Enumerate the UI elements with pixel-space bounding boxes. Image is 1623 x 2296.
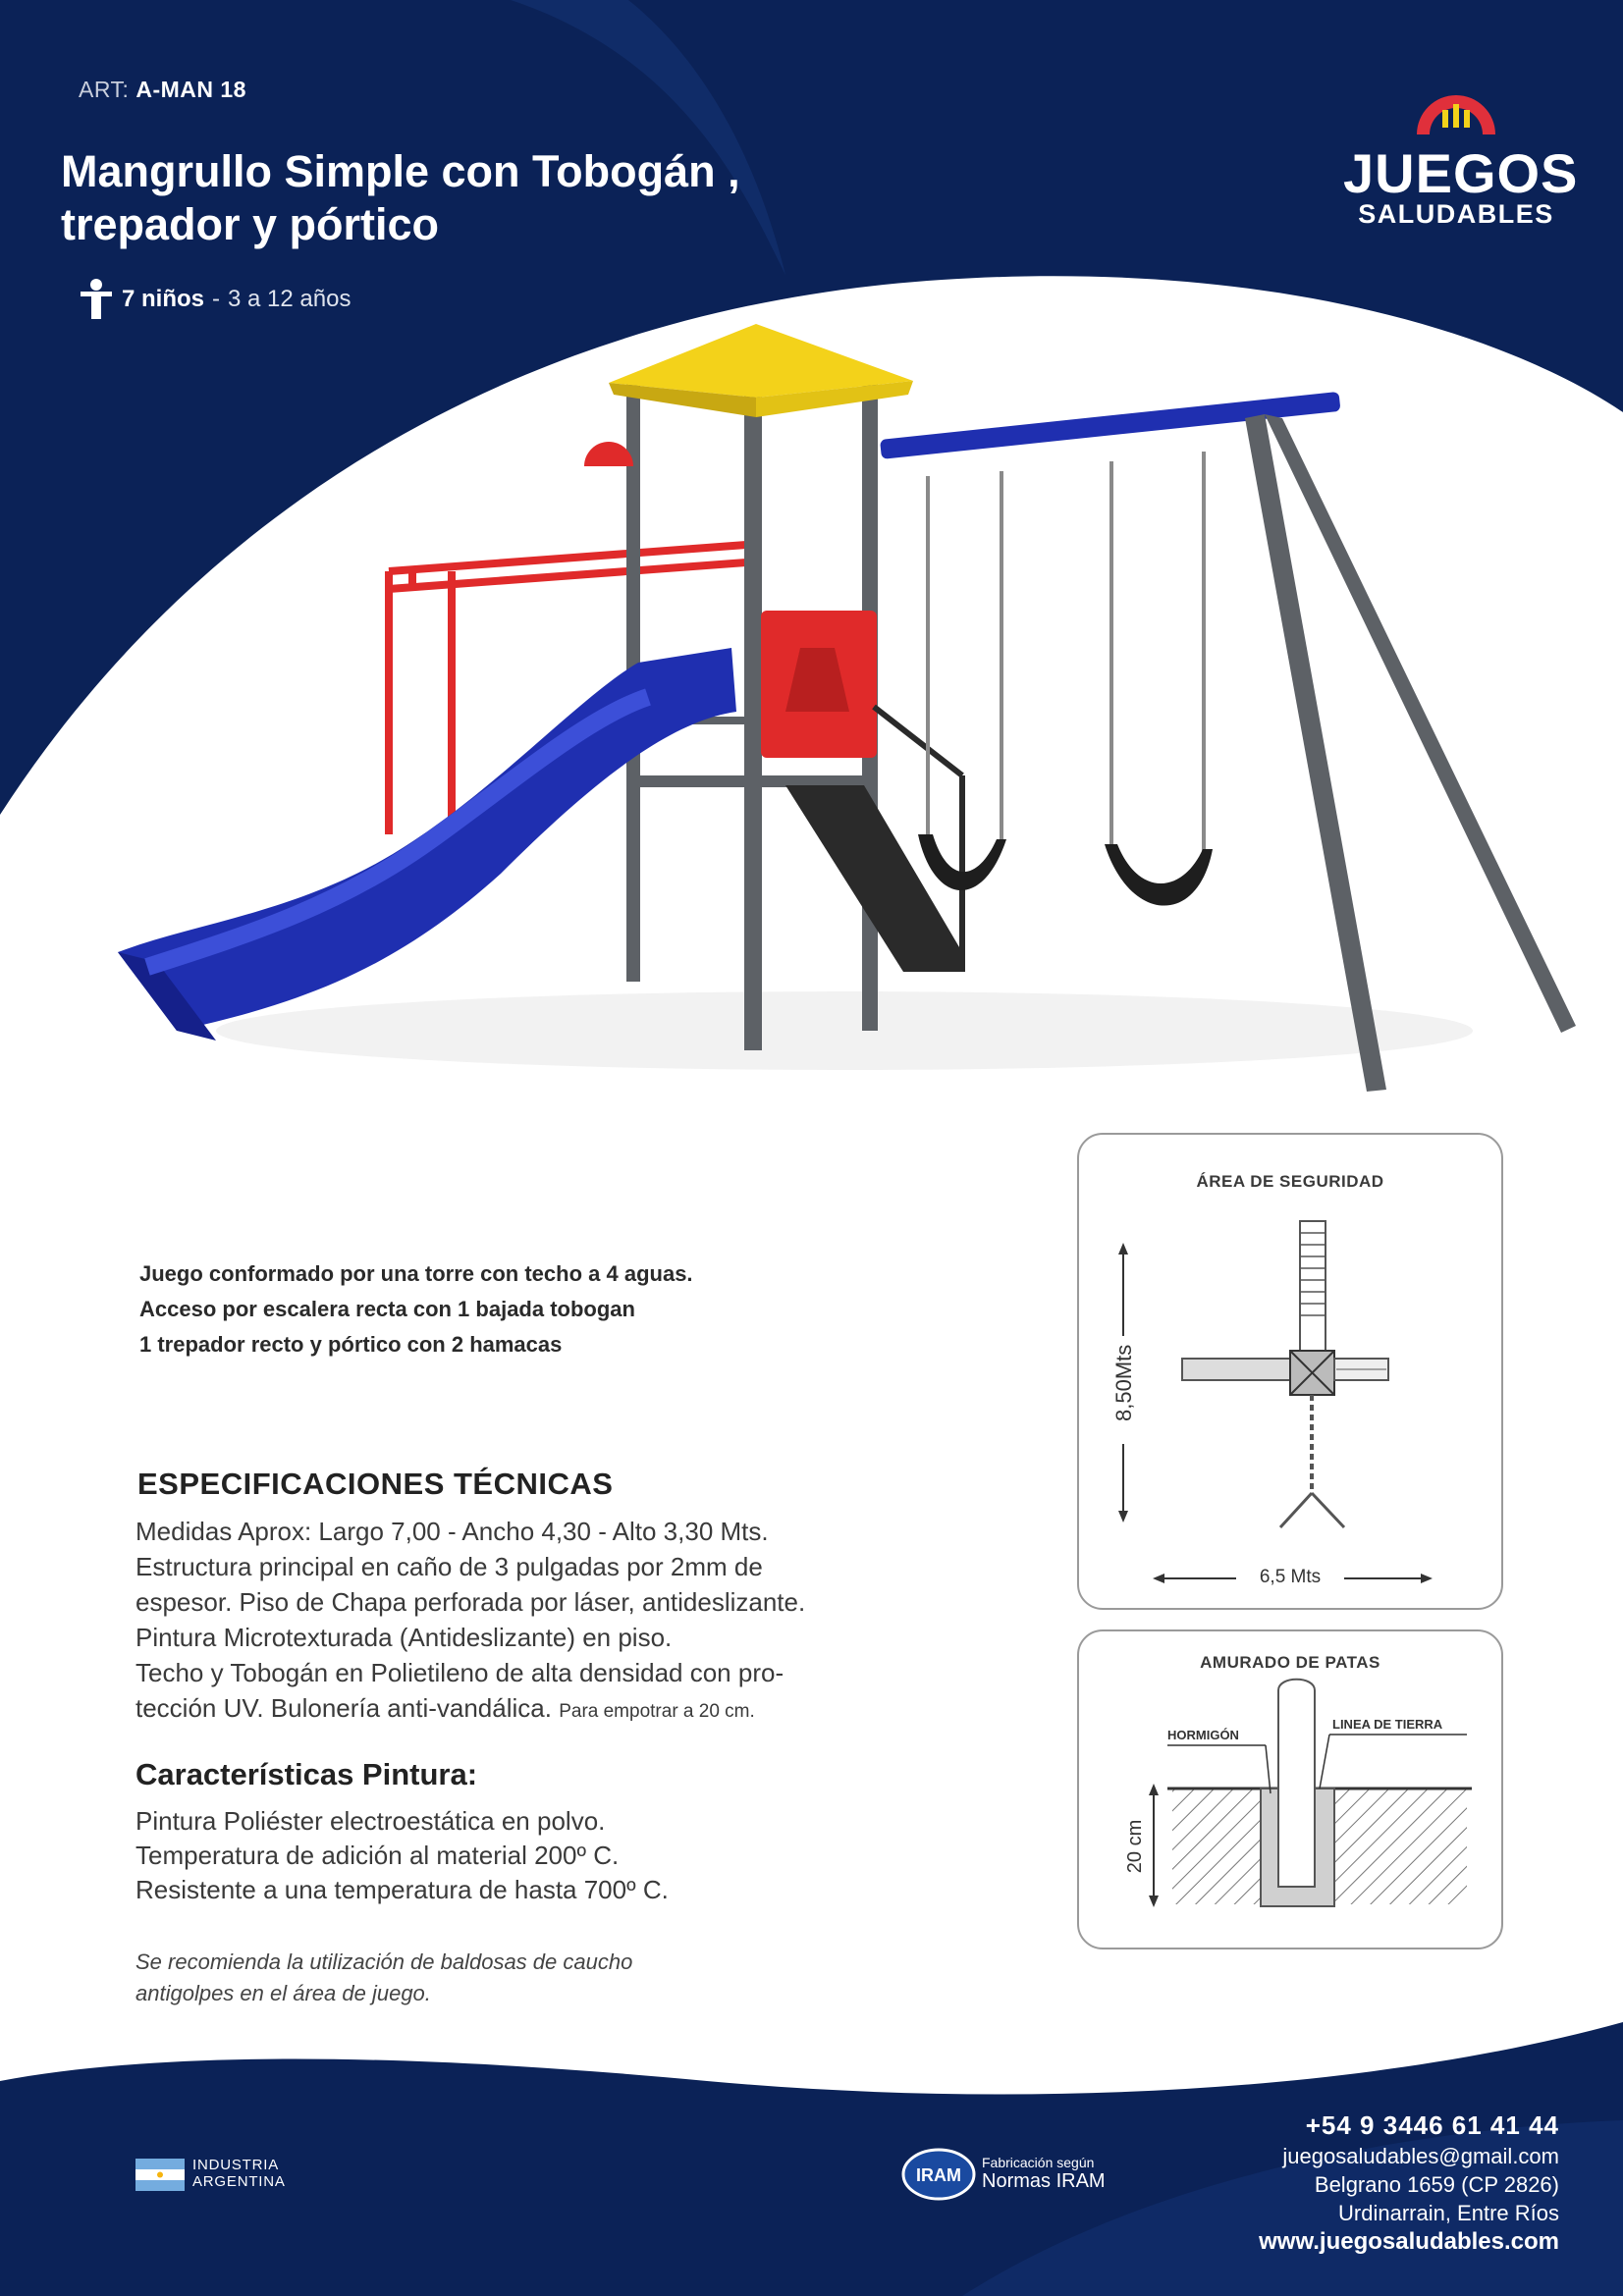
iram-icon	[901, 2148, 976, 2201]
brand-name: JUEGOS	[1343, 142, 1579, 204]
page-title: Mangrullo Simple con Tobogán , trepador y pórtico	[61, 146, 740, 249]
brand-logo-arch	[1343, 71, 1569, 139]
paint-heading: Características Pintura:	[135, 1757, 478, 1791]
iram-certification: Fabricación según Normas IRAM	[982, 2155, 1106, 2192]
contact-phone[interactable]: +54 9 3446 61 41 44	[1305, 2110, 1559, 2140]
contact-website[interactable]: www.juegosaludables.com	[1259, 2228, 1559, 2255]
recommendation-note: Se recomienda la utilización de baldosas de caucho antigolpes en el área de juego.	[135, 1949, 633, 2005]
safety-width-label: 6,5 Mts	[1259, 1567, 1322, 1587]
slide	[118, 648, 736, 1041]
safety-height-label: 8,50Mts	[1111, 1344, 1136, 1421]
depth-label: 20 cm	[1124, 1819, 1146, 1874]
argentina-flag-icon	[135, 2159, 185, 2191]
child-icon	[79, 278, 114, 321]
article-code: ART: A-MAN 18	[79, 77, 246, 102]
specs-text: Medidas Aprox: Largo 7,00 - Ancho 4,30 - Alto 3,30 Mts. Estructura principal en caño de 3 pulgadas por 2mm de espesor. Piso de Chapa perforada por láser, antideslizante. Pintura Microtexturada (Antideslizante) en piso. Techo y Tobogán en Polietileno de alta densidad con pro- tección UV. Bulonería anti-vandálica. Para empotrar a 20 cm.	[135, 1517, 806, 1723]
footing-title: AMURADO DE PATAS	[1200, 1653, 1380, 1672]
contact-email[interactable]: juegosaludables@gmail.com	[1282, 2144, 1559, 2168]
swing-aframe	[1245, 414, 1576, 1092]
safety-area-title: ÁREA DE SEGURIDAD	[1196, 1172, 1384, 1191]
footing-diagram	[1079, 1631, 1501, 1948]
capacity-info: 7 niños - 3 a 12 años	[79, 278, 351, 321]
contact-address: Belgrano 1659 (CP 2826)	[1314, 2172, 1559, 2197]
specs-heading: ESPECIFICACIONES TÉCNICAS	[137, 1467, 614, 1501]
concrete-label: HORMIGÓN	[1167, 1728, 1239, 1742]
footing-box	[1077, 1629, 1503, 1949]
industria-argentina: INDUSTRIA ARGENTINA	[192, 2157, 286, 2190]
brand-tagline: SALUDABLES	[1358, 199, 1554, 229]
paint-text: Pintura Poliéster electroestática en polvo. Temperatura de adición al material 200º C. Resistente a una temperatura de hasta 700º C.	[135, 1806, 669, 1904]
product-illustration	[118, 324, 1591, 1099]
swing-seat-right	[1105, 844, 1213, 906]
product-description: Juego conformado por una torre con techo a 4 aguas. Acceso por escalera recta con 1 bajada tobogan 1 trepador recto y pórtico con 2 hamacas	[139, 1261, 693, 1357]
ground-line-label: LINEA DE TIERRA	[1332, 1717, 1443, 1732]
tower-sign	[584, 442, 633, 466]
safety-area-box	[1077, 1133, 1503, 1610]
safety-area-diagram	[1079, 1135, 1501, 1608]
contact-info	[1259, 2109, 1559, 2256]
swing-chains	[928, 452, 1204, 854]
iram-badge-text: IRAM	[916, 2165, 961, 2185]
contact-city: Urdinarrain, Entre Ríos	[1338, 2201, 1559, 2225]
